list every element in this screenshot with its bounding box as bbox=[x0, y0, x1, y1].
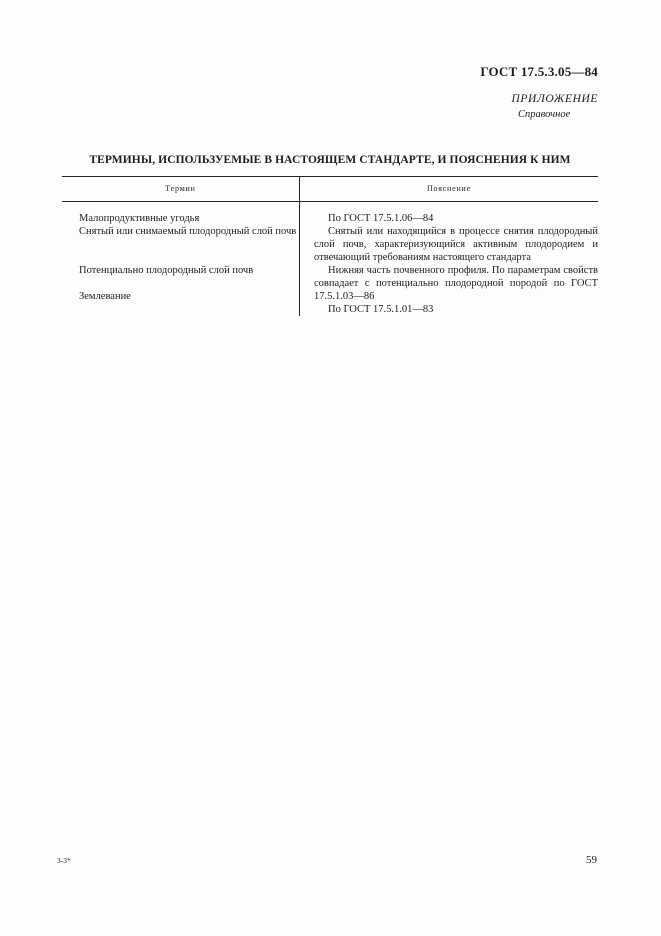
column-header-term: Термин bbox=[62, 177, 300, 201]
table-header bbox=[62, 177, 598, 202]
explanations-column bbox=[300, 202, 598, 316]
terms-column bbox=[62, 202, 300, 316]
column-header-explanation: Пояснение bbox=[426, 184, 471, 193]
print-code: 3-3* bbox=[57, 856, 71, 865]
explanation-cell: Нижняя часть почвенного профиля. По параметрам свойств совпадает с потенциально плодородной породой по ГОСТ 17.5.1.03—86 bbox=[314, 265, 598, 302]
explanation-cell: По ГОСТ 17.5.1.01—83 bbox=[328, 304, 434, 315]
document-number: ГОСТ 17.5.3.05—84 bbox=[480, 64, 598, 79]
appendix-type: Справочное bbox=[518, 109, 571, 120]
section-title: ТЕРМИНЫ, ИСПОЛЬЗУЕМЫЕ В НАСТОЯЩЕМ СТАНДАРТЕ, И ПОЯСНЕНИЯ К НИМ bbox=[89, 154, 571, 166]
term-cell: Землевание bbox=[79, 291, 131, 302]
explanation-cell: По ГОСТ 17.5.1.06—84 bbox=[328, 213, 434, 224]
term-cell: Малопродуктивные угодья bbox=[79, 213, 200, 224]
term-cell: Снятый или снимаемый плодородный слой почв bbox=[79, 226, 297, 237]
table-body bbox=[62, 202, 598, 316]
terms-table bbox=[62, 176, 598, 316]
term-cell: Потенциально плодородный слой почв bbox=[79, 265, 254, 276]
page-number: 59 bbox=[586, 854, 597, 866]
appendix-label: ПРИЛОЖЕНИЕ bbox=[511, 93, 598, 105]
explanation-cell: Снятый или находящийся в процессе снятия плодородный слой почв, характеризующийся активным плодородием и отвечающий требованиям настоящего стандарта bbox=[314, 226, 598, 263]
